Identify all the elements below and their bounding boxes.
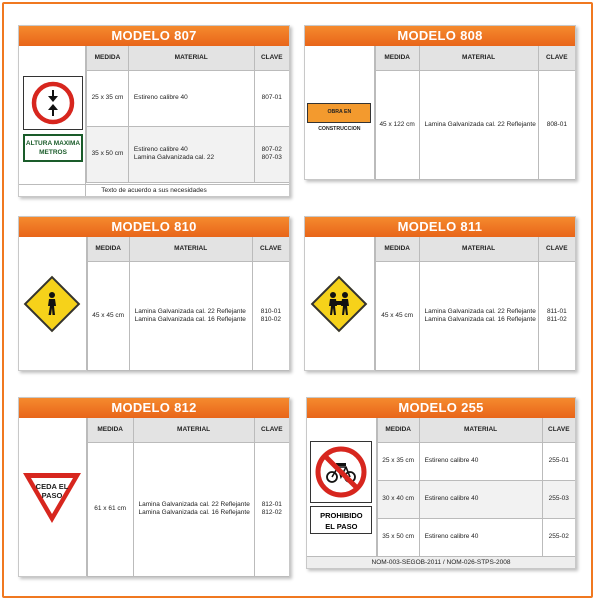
table-row	[87, 126, 290, 182]
yield-sign-icon	[21, 469, 83, 525]
col-header-material: MATERIAL	[133, 418, 254, 442]
sign-image-col	[305, 237, 375, 370]
cell-clave: 807-01	[254, 70, 289, 126]
table-row	[377, 442, 575, 480]
cell-material	[129, 261, 252, 370]
card-modelo-810	[18, 216, 290, 371]
spec-table	[87, 237, 289, 371]
height-limit-icon	[31, 81, 75, 125]
sign-image-col	[19, 46, 86, 196]
cell-clave: 255-01	[542, 442, 575, 480]
col-header-clave: CLAVE	[538, 237, 575, 261]
cell-medida: 25 x 35 cm	[87, 70, 129, 126]
no-bicycle-sign	[310, 441, 372, 503]
cell-medida: 45 x 45 cm	[87, 261, 129, 370]
cell-medida: 45 x 45 cm	[375, 261, 419, 370]
table-row	[375, 70, 575, 179]
card-title: MODELO 255	[307, 398, 575, 418]
cell-material: Estireno calibre 40	[419, 442, 542, 480]
col-header-medida: MEDIDA	[87, 237, 129, 261]
clave-line: 810-02	[260, 315, 281, 323]
col-header-medida: MEDIDA	[87, 46, 129, 70]
clave-line: 810-01	[260, 307, 281, 315]
sign-image-col	[19, 237, 87, 370]
material-line: Lamina Galvanizada cal. 16 Reflejante	[138, 509, 250, 516]
pedestrian-sign	[24, 275, 81, 332]
prohibited-plate	[310, 506, 372, 534]
card-modelo-808	[304, 25, 576, 180]
col-header-material: MATERIAL	[128, 46, 254, 70]
cell-material: Estireno calibre 40	[419, 518, 542, 556]
cell-medida: 25 x 35 cm	[377, 442, 419, 480]
cell-medida: 61 x 61 cm	[87, 442, 133, 576]
card-title: MODELO 812	[19, 398, 289, 418]
table-row	[375, 261, 575, 370]
sign-text: EL PASO	[325, 521, 358, 531]
cell-clave: 255-02	[542, 518, 575, 556]
col-header-clave: CLAVE	[254, 418, 289, 442]
material-line: Lamina Galvanizada cal. 16 Reflejante	[134, 315, 246, 323]
col-header-medida: MEDIDA	[375, 46, 419, 70]
col-header-clave: CLAVE	[542, 418, 575, 442]
sign-text: OBRA EN CONSTRUCCION	[318, 108, 361, 132]
col-header-material: MATERIAL	[419, 237, 538, 261]
cell-material: Estireno calibre 40	[128, 70, 254, 126]
sign-image-col	[307, 418, 377, 556]
spec-table	[375, 46, 575, 180]
material-line: Lamina Galvanizada cal. 22 Reflejante	[138, 501, 250, 508]
cell-clave	[254, 442, 289, 576]
card-title: MODELO 811	[305, 217, 575, 237]
clave-line: 812-01	[261, 501, 282, 508]
table-row	[377, 518, 575, 556]
clave-line: 811-01	[546, 307, 567, 315]
card-note: NOM-003-SEGOB-2011 / NOM-026-STPS-2008	[307, 556, 575, 568]
table-row	[87, 261, 289, 370]
cell-clave: 255-03	[542, 480, 575, 518]
cell-material: Estireno calibre 40	[419, 480, 542, 518]
material-line: Lamina Galvanizada cal. 22 Reflejante	[134, 307, 246, 315]
cell-material	[133, 442, 254, 576]
no-bicycle-motorcycle-icon	[314, 445, 368, 499]
col-header-clave: CLAVE	[254, 46, 289, 70]
col-header-medida: MEDIDA	[87, 418, 133, 442]
col-header-medida: MEDIDA	[377, 418, 419, 442]
cell-medida: 35 x 50 cm	[377, 518, 419, 556]
cell-clave	[252, 261, 289, 370]
card-title: MODELO 810	[19, 217, 289, 237]
col-header-medida: MEDIDA	[375, 237, 419, 261]
material-line: Lamina Galvanizada cal. 16 Reflejante	[424, 315, 536, 323]
sign-text: PROHIBIDO	[320, 510, 363, 520]
cell-material	[128, 126, 254, 182]
sign-image-col	[19, 418, 87, 576]
card-title: MODELO 808	[305, 26, 575, 46]
sign-text: METROS	[39, 149, 67, 156]
clave-line: 811-02	[546, 315, 567, 323]
col-header-clave: CLAVE	[252, 237, 289, 261]
spec-table	[86, 46, 289, 183]
col-header-material: MATERIAL	[419, 46, 538, 70]
card-modelo-811	[304, 216, 576, 371]
table-row	[87, 442, 289, 576]
card-note: Texto de acuerdo a sus necesidades	[19, 184, 289, 196]
sign-text: PASO	[42, 491, 63, 500]
cell-medida: 35 x 50 cm	[87, 126, 129, 182]
col-header-clave: CLAVE	[538, 46, 575, 70]
school-children-icon	[324, 291, 354, 317]
table-row	[377, 480, 575, 518]
spec-table	[375, 237, 575, 371]
card-title: MODELO 807	[19, 26, 289, 46]
cell-clave	[254, 126, 289, 182]
material-line: Lamina Galvanizada cal. 22	[133, 154, 215, 161]
pedestrian-icon	[39, 291, 65, 317]
clave-line: 812-02	[261, 509, 282, 516]
sign-text: ALTURA MAXIMA	[25, 140, 81, 147]
card-modelo-807	[18, 25, 290, 197]
table-row	[87, 70, 290, 126]
construction-sign	[307, 103, 371, 132]
col-header-material: MATERIAL	[129, 237, 252, 261]
clave-line: 807-02	[261, 146, 282, 153]
cell-material	[419, 261, 538, 370]
material-line: Estireno calibre 40	[133, 146, 188, 153]
cell-medida: 45 x 122 cm	[375, 70, 419, 179]
cell-clave: 808-01	[538, 70, 575, 179]
card-modelo-812	[18, 397, 290, 577]
spec-table	[87, 418, 289, 577]
cell-medida: 30 x 40 cm	[377, 480, 419, 518]
card-modelo-255	[306, 397, 576, 569]
material-line: Lamina Galvanizada cal. 22 Reflejante	[424, 307, 536, 315]
height-limit-sign	[23, 76, 83, 162]
col-header-material: MATERIAL	[419, 418, 542, 442]
cell-material: Lamina Galvanizada cal. 22 Reflejante	[419, 70, 538, 179]
school-crossing-sign	[311, 275, 368, 332]
cell-clave	[538, 261, 575, 370]
clave-line: 807-03	[261, 154, 282, 161]
height-limit-plate	[23, 134, 83, 162]
sign-image-col	[305, 46, 375, 179]
spec-table	[377, 418, 575, 557]
sign-text: CEDA EL	[36, 482, 69, 491]
